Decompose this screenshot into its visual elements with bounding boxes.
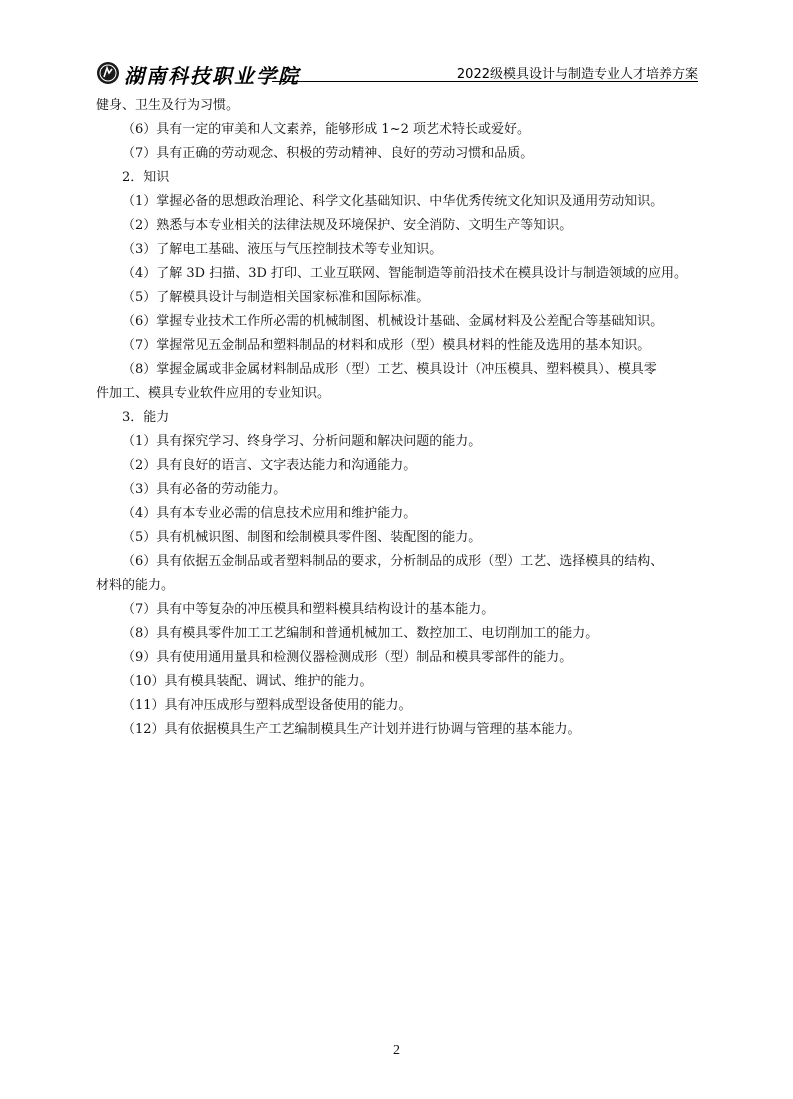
list-item: （7）具有正确的劳动观念、积极的劳动精神、良好的劳动习惯和品质。	[122, 146, 534, 161]
list-item: （9）具有使用通用量具和检测仪器检测成形（型）制品和模具零部件的能力。	[122, 650, 573, 665]
list-item: （6）具有依据五金制品或者塑料制品的要求，分析制品的成形（型）工艺、选择模具的结构、	[122, 554, 664, 569]
list-item-continuation: 件加工、模具专业软件应用的专业知识。	[96, 386, 331, 401]
list-item: （1）掌握必备的思想政治理论、科学文化基础知识、中华优秀传统文化知识及通用劳动知识。	[122, 194, 664, 209]
list-item: （2）具有良好的语言、文字表达能力和沟通能力。	[122, 458, 417, 473]
list-item: （11）具有冲压成形与塑料成型设备使用的能力。	[122, 698, 412, 713]
list-item: （3）具有必备的劳动能力。	[122, 482, 287, 497]
list-item: （2）熟悉与本专业相关的法律法规及环境保护、安全消防、文明生产等知识。	[122, 218, 573, 233]
document-title: 2022级模具设计与制造专业人才培养方案	[456, 67, 698, 82]
list-item: （7）掌握常见五金制品和塑料制品的材料和成形（型）模具材料的性能及选用的基本知识。	[122, 338, 651, 353]
list-item: （5）具有机械识图、制图和绘制模具零件图、装配图的能力。	[122, 530, 482, 545]
list-item: （6）掌握专业技术工作所必需的机械制图、机械设计基础、金属材料及公差配合等基础知识。	[122, 314, 664, 329]
page-header	[96, 58, 698, 86]
list-item: （5）了解模具设计与制造相关国家标准和国际标准。	[122, 290, 430, 305]
list-item: （8）掌握金属或非金属材料制品成形（型）工艺、模具设计（冲压模具、塑料模具）、模具零	[122, 362, 657, 377]
section-heading-knowledge: 2．知识	[122, 170, 170, 185]
school-logo-icon	[96, 61, 120, 85]
list-item: （6）具有一定的审美和人文素养，能够形成 1~2 项艺术特长或爱好。	[122, 122, 530, 137]
page-number: 2	[393, 1043, 400, 1058]
list-item: （7）具有中等复杂的冲压模具和塑料模具结构设计的基本能力。	[122, 602, 495, 617]
section-heading-ability: 3．能力	[122, 410, 170, 425]
list-item-continuation: 材料的能力。	[96, 578, 175, 593]
list-item: （10）具有模具装配、调试、维护的能力。	[122, 674, 373, 689]
list-item: （8）具有模具零件加工工艺编制和普通机械加工、数控加工、电切削加工的能力。	[122, 626, 599, 641]
text-line: 健身、卫生及行为习惯。	[96, 98, 240, 113]
list-item: （4）了解 3D 扫描、3D 打印、工业互联网、智能制造等前沿技术在模具设计与制造领域的应用。	[122, 266, 688, 281]
list-item: （12）具有依据模具生产工艺编制模具生产计划并进行协调与管理的基本能力。	[122, 722, 581, 737]
document-body	[96, 94, 698, 742]
school-name-calligraphy: 湖南科技职业学院	[124, 64, 300, 88]
list-item: （3）了解电工基础、液压与气压控制技术等专业知识。	[122, 242, 443, 257]
list-item: （4）具有本专业必需的信息技术应用和维护能力。	[122, 506, 417, 521]
list-item: （1）具有探究学习、终身学习、分析问题和解决问题的能力。	[122, 434, 482, 449]
